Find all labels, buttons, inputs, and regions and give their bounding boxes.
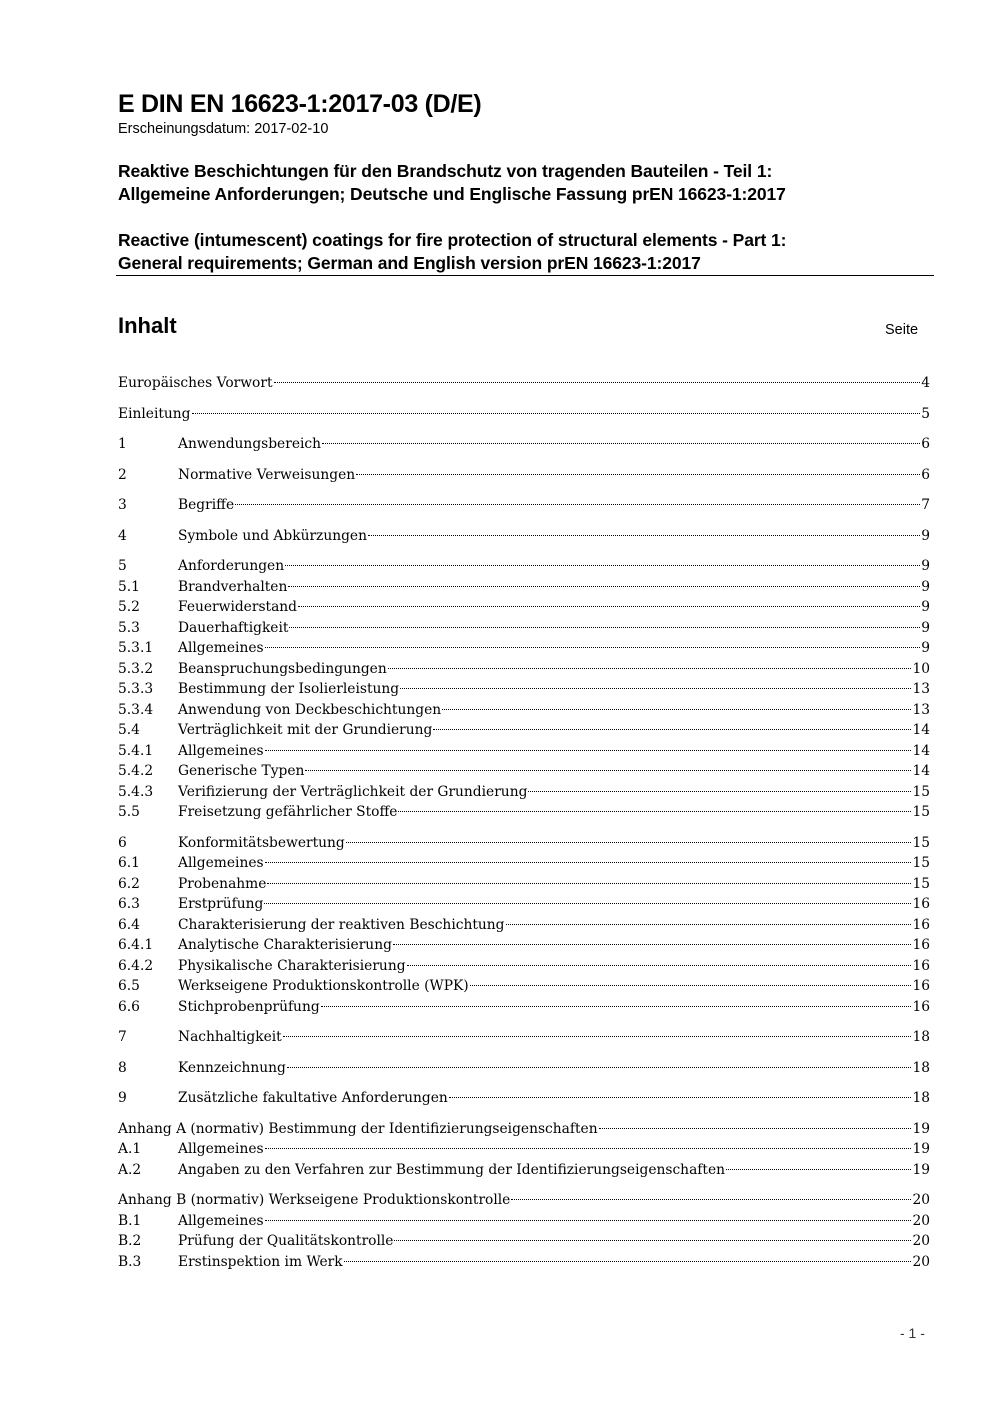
toc-entry[interactable] [118,434,930,455]
toc-entry-page: 5 [921,405,930,422]
toc-entry-title: Charakterisierung der reaktiven Beschichtung [178,916,505,933]
toc-entry-number: 6 [118,834,127,851]
toc-dot-leader [192,413,921,414]
toc-entry[interactable] [118,638,930,659]
toc-entry-title: Anhang A (normativ) Bestimmung der Identifizierungseigenschaften [118,1120,598,1137]
toc-entry-number: 5.4 [118,722,140,738]
toc-dot-leader [407,965,912,966]
toc-entry-title: Feuerwiderstand [178,599,298,615]
toc-entry-page: 16 [912,957,930,974]
toc-dot-leader [265,1148,912,1149]
toc-entry-title: Erstinspektion im Werk [178,1253,343,1270]
toc-entry[interactable] [118,1231,930,1252]
toc-entry-number: 9 [118,1090,127,1106]
toc-dot-leader [305,770,911,771]
toc-dot-leader [289,627,920,628]
toc-entry[interactable] [118,915,930,936]
toc-entry-number: 6.1 [118,855,140,871]
toc-entry-page: 7 [921,497,930,513]
toc-entry-page: 18 [912,1090,930,1106]
toc-entry-number: 2 [118,466,127,483]
toc-entry[interactable] [118,526,930,547]
toc-entry-title: Bestimmung der Isolierleistung [178,681,400,697]
toc-entry-number: 6.6 [118,998,140,1015]
toc-entry-number: 5.2 [118,599,140,615]
toc-entry-title: Brandverhalten [178,578,288,595]
toc-entry-number: 3 [118,497,127,513]
toc-entry[interactable] [118,1088,930,1109]
toc-entry-page: 15 [912,834,930,851]
toc-entry-title: Normative Verweisungen [178,466,356,483]
toc-entry-title: Erstprüfung [178,896,264,912]
toc-entry[interactable] [118,782,930,803]
toc-dot-leader [394,1240,911,1241]
toc-entry-title: Anwendung von Deckbeschichtungen [178,701,442,718]
toc-entry-page: 13 [912,681,930,697]
toc-entry[interactable] [118,404,930,425]
toc-entry[interactable] [118,1160,930,1181]
toc-dot-leader [264,903,911,904]
toc-entry-page: 20 [912,1253,930,1270]
toc-entry-page: 6 [921,436,930,452]
toc-entry[interactable] [118,833,930,854]
toc-entry[interactable] [118,373,930,394]
table-of-contents [118,373,930,1272]
toc-entry-title: Einleitung [118,405,191,422]
toc-entry[interactable] [118,618,930,639]
toc-entry-title: Allgemeines [178,640,264,656]
toc-entry[interactable] [118,1027,930,1048]
toc-dot-leader [298,606,920,607]
toc-entry[interactable] [118,495,930,516]
toc-entry[interactable] [118,1252,930,1273]
toc-entry[interactable] [118,597,930,618]
toc-entry[interactable] [118,1211,930,1232]
toc-entry[interactable] [118,956,930,977]
toc-entry-page: 16 [912,998,930,1015]
toc-entry-number: B.2 [118,1233,142,1249]
toc-entry[interactable] [118,894,930,915]
toc-entry-number: A.1 [118,1141,142,1157]
toc-entry-number: 6.3 [118,896,140,912]
toc-entry-number: A.2 [118,1161,142,1178]
toc-entry-number: 4 [118,527,127,544]
toc-entry-number: 5.3.2 [118,660,154,677]
toc-dot-leader [726,1169,911,1170]
toc-entry-title: Generische Typen [178,763,305,779]
toc-entry[interactable] [118,720,930,741]
toc-entry-title: Zusätzliche fakultative Anforderungen [178,1090,448,1106]
toc-entry-title: Angaben zu den Verfahren zur Bestimmung der Identifizierungseigenschaften [178,1161,725,1178]
toc-dot-leader [398,811,911,812]
page-number: - 1 - [900,1325,925,1341]
toc-entry[interactable] [118,465,930,486]
toc-dot-leader [442,709,911,710]
toc-entry[interactable] [118,874,930,895]
toc-dot-leader [265,862,912,863]
toc-entry-title: Werkseigene Produktionskontrolle (WPK) [178,978,469,994]
toc-page-column-label: Seite [885,322,919,338]
toc-entry-page: 14 [912,722,930,738]
toc-entry-number: 5.4.3 [118,783,154,800]
toc-entry-title: Symbole und Abkürzungen [178,527,367,544]
toc-dot-leader [322,443,920,444]
toc-entry[interactable] [118,659,930,680]
toc-entry-title: Prüfung der Qualitätskontrolle [178,1233,394,1249]
toc-dot-leader [511,1199,911,1200]
toc-entry-number: 5.3 [118,619,140,636]
toc-entry-title: Nachhaltigkeit [178,1029,282,1045]
toc-entry-page: 15 [912,804,930,820]
toc-entry-page: 9 [921,640,930,656]
toc-entry[interactable] [118,1119,930,1140]
toc-entry-number: 5.3.3 [118,681,154,697]
toc-entry-page: 20 [912,1233,930,1249]
toc-entry-page: 16 [912,896,930,912]
toc-entry-page: 19 [912,1161,930,1178]
toc-dot-leader [287,1067,912,1068]
toc-entry-title: Allgemeines [178,742,264,759]
toc-entry-title: Beanspruchungsbedingungen [178,660,387,677]
toc-dot-leader [599,1128,912,1129]
toc-entry-number: 1 [118,436,127,452]
toc-entry[interactable] [118,935,930,956]
toc-entry-title: Allgemeines [178,855,264,871]
toc-entry-page: 20 [912,1192,930,1208]
toc-entry-title: Verträglichkeit mit der Grundierung [178,722,433,738]
toc-entry-number: 5.1 [118,578,140,595]
toc-entry-number: 5.5 [118,804,140,820]
toc-entry-title: Stichprobenprüfung [178,998,320,1015]
document-title: E DIN EN 16623-1:2017-03 (D/E) [118,90,482,118]
toc-entry-title: Kennzeichnung [178,1059,286,1076]
toc-entry-title: Allgemeines [178,1212,264,1229]
toc-dot-leader [400,688,911,689]
toc-entry-number: 7 [118,1029,127,1045]
subtitle-german-line-2: Allgemeine Anforderungen; Deutsche und Englische Fassung prEN 16623-1:2017 [118,184,786,204]
toc-entry-number: 6.4 [118,916,140,933]
toc-entry-number: 5.4.1 [118,742,154,759]
toc-entry-page: 4 [921,375,930,391]
toc-entry-page: 15 [912,783,930,800]
toc-entry-title: Probenahme [178,875,267,892]
toc-entry[interactable] [118,556,930,577]
toc-entry-title: Verifizierung der Verträglichkeit der Grundierung [178,783,528,800]
toc-entry-page: 15 [912,855,930,871]
toc-entry-number: 5.4.2 [118,763,154,779]
publication-date: Erscheinungsdatum: 2017-02-10 [118,121,329,137]
toc-entry-page: 16 [912,916,930,933]
toc-entry-title: Freisetzung gefährlicher Stoffe [178,804,398,820]
subtitle-english [118,229,786,275]
toc-entry-number: 8 [118,1059,127,1076]
toc-dot-leader [393,944,912,945]
toc-entry[interactable] [118,997,930,1018]
toc-entry-page: 15 [912,875,930,892]
toc-entry-number: B.3 [118,1253,142,1270]
subtitle-german [118,160,786,206]
toc-entry[interactable] [118,853,930,874]
subtitle-german-line-1: Reaktive Beschichtungen für den Brandschutz von tragenden Bauteilen - Teil 1: [118,161,773,181]
toc-entry-page: 13 [912,701,930,718]
toc-dot-leader [265,1220,912,1221]
toc-entry-page: 9 [921,527,930,544]
toc-dot-leader [285,565,920,566]
toc-dot-leader [506,924,912,925]
toc-dot-leader [283,1036,912,1037]
toc-dot-leader [321,1006,912,1007]
toc-entry-page: 18 [912,1059,930,1076]
toc-dot-leader [265,750,912,751]
toc-entry-number: 5.3.4 [118,701,154,718]
toc-entry-page: 9 [921,558,930,574]
toc-dot-leader [288,586,920,587]
toc-heading: Inhalt [118,313,177,338]
toc-entry-number: 6.4.1 [118,937,154,953]
toc-entry-number: 5.3.1 [118,640,154,656]
toc-entry[interactable] [118,700,930,721]
toc-entry[interactable] [118,1190,930,1211]
toc-dot-leader [274,382,921,383]
toc-dot-leader [235,504,920,505]
toc-entry-page: 18 [912,1029,930,1045]
toc-dot-leader [368,535,920,536]
toc-dot-leader [346,842,912,843]
toc-entry[interactable] [118,761,930,782]
toc-entry-page: 16 [912,937,930,953]
toc-entry-title: Anwendungsbereich [178,436,322,452]
toc-entry-page: 14 [912,763,930,779]
toc-entry-title: Anhang B (normativ) Werkseigene Produktionskontrolle [118,1192,511,1208]
toc-entry-page: 16 [912,978,930,994]
toc-entry-page: 9 [921,599,930,615]
toc-entry-page: 10 [912,660,930,677]
toc-entry-page: 14 [912,742,930,759]
toc-entry[interactable] [118,741,930,762]
toc-dot-leader [356,474,920,475]
toc-entry-title: Begriffe [178,497,235,513]
toc-entry-title: Dauerhaftigkeit [178,619,289,636]
subtitle-english-line-2: General requirements; German and English version prEN 16623-1:2017 [118,253,701,273]
toc-dot-leader [470,985,912,986]
toc-entry[interactable] [118,802,930,823]
toc-entry-number: 6.5 [118,978,140,994]
toc-entry[interactable] [118,679,930,700]
toc-dot-leader [449,1097,912,1098]
toc-entry-title: Physikalische Charakterisierung [178,957,406,974]
toc-entry-number: 6.4.2 [118,957,154,974]
toc-entry-number: 5 [118,558,127,574]
header-divider [116,275,934,276]
toc-entry-title: Allgemeines [178,1141,264,1157]
subtitle-english-line-1: Reactive (intumescent) coatings for fire protection of structural elements - Part 1: [118,230,787,250]
toc-entry[interactable] [118,1139,930,1160]
toc-dot-leader [433,729,911,730]
toc-entry-page: 9 [921,619,930,636]
toc-entry[interactable] [118,1058,930,1079]
toc-entry-page: 6 [921,466,930,483]
toc-entry-page: 19 [912,1141,930,1157]
toc-entry-title: Europäisches Vorwort [118,375,273,391]
toc-dot-leader [265,647,921,648]
toc-entry-page: 9 [921,578,930,595]
toc-entry-number: B.1 [118,1212,142,1229]
toc-entry-page: 20 [912,1212,930,1229]
toc-entry-title: Analytische Charakterisierung [178,937,392,953]
toc-entry-number: 6.2 [118,875,140,892]
toc-dot-leader [267,883,911,884]
toc-dot-leader [388,668,912,669]
toc-entry[interactable] [118,577,930,598]
toc-entry-title: Konformitätsbewertung [178,834,345,851]
toc-entry[interactable] [118,976,930,997]
toc-dot-leader [528,791,911,792]
toc-dot-leader [344,1261,912,1262]
toc-entry-page: 19 [912,1120,930,1137]
toc-entry-title: Anforderungen [178,558,285,574]
